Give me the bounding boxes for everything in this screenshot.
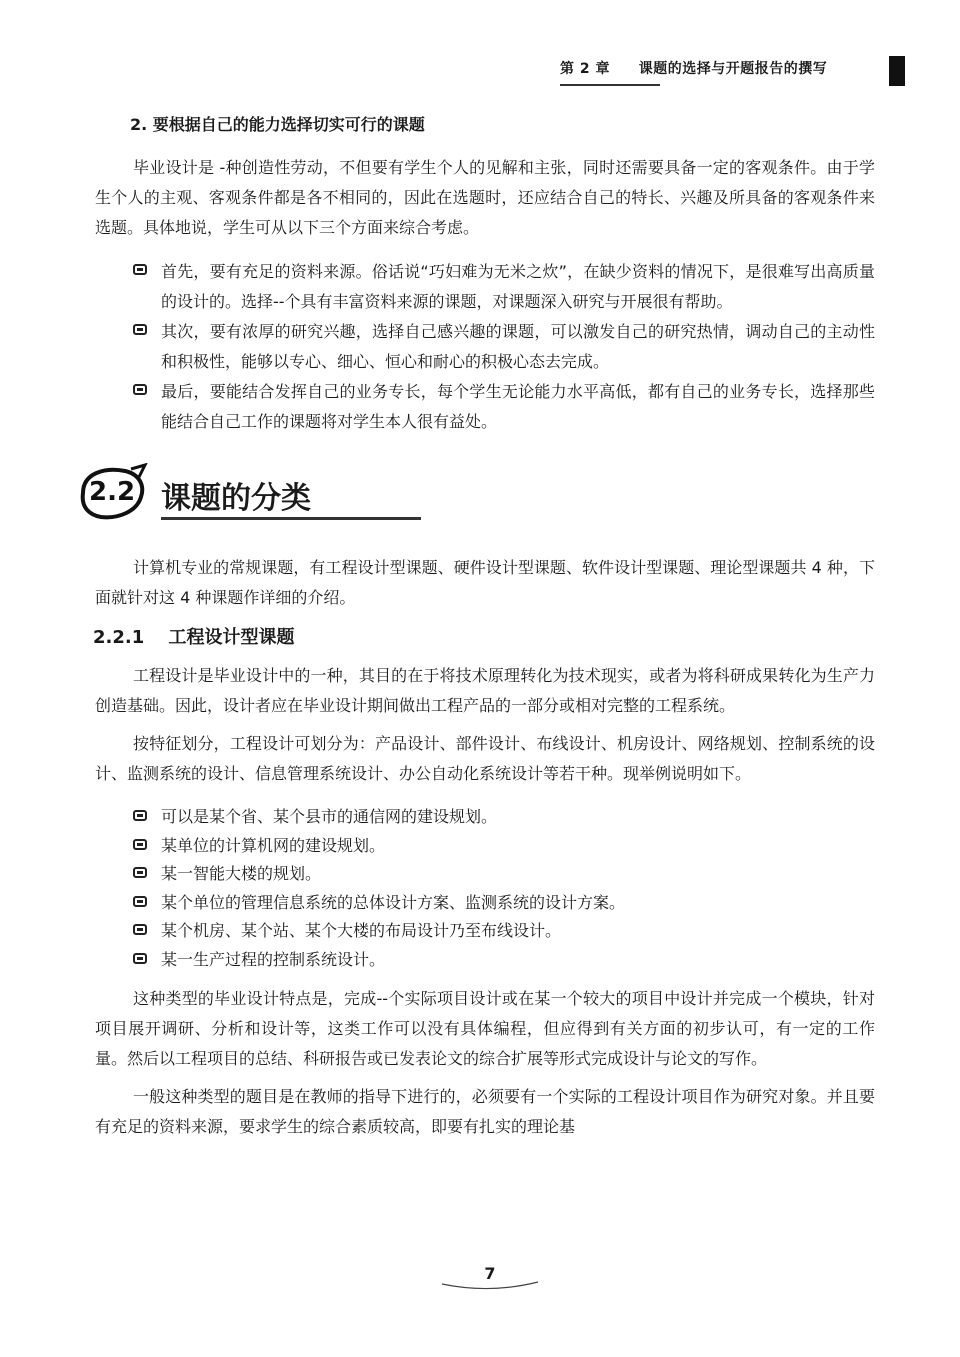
bullet-icon xyxy=(133,895,147,909)
header-chapter: 第 2 章 xyxy=(560,61,610,77)
section-title-rule xyxy=(161,517,421,520)
list-item-text: 其次，要有浓厚的研究兴趣，选择自己感兴趣的课题，可以激发自己的研究热情，调动自己的主动性和积极性，能够以专心、细心、恒心和耐心的积极心态去完成。 xyxy=(161,322,875,371)
bullet-icon xyxy=(133,838,147,852)
section-number: 2.2 xyxy=(89,477,136,507)
header-underline xyxy=(560,84,660,86)
subsection-heading-2-2-1 xyxy=(93,623,875,649)
bullet-icon xyxy=(133,952,147,966)
list-item xyxy=(133,377,875,437)
list-item-text: 某个单位的管理信息系统的总体设计方案、监测系统的设计方案。 xyxy=(161,892,626,912)
list-item-text: 首先，要有充足的资料来源。俗话说“巧妇难为无米之炊”，在缺少资料的情况下，是很难写出高质量的设计的。选择--个具有丰富资料来源的课题，对课题深入研究与开展很有帮助。 xyxy=(161,262,875,311)
subsection-number: 2.2.1 xyxy=(93,627,145,648)
list-item-text: 某单位的计算机网的建设规划。 xyxy=(161,835,386,855)
list-item-text: 某一智能大楼的规划。 xyxy=(161,864,322,883)
running-header xyxy=(560,58,860,82)
page-number: 7 xyxy=(484,1264,496,1283)
subsection-heading: 2. 要根据自己的能力选择切实可行的课题 xyxy=(130,115,425,134)
list-item-text: 最后，要能结合发挥自己的业务专长，每个学生无论能力水平高低，都有自己的业务专长，选择那些能结合自己工作的课题将对学生本人很有益处。 xyxy=(161,382,875,431)
section-heading-2-2 xyxy=(75,463,875,533)
list-item xyxy=(133,889,875,918)
body-paragraph: 一般这种类型的题目是在教师的指导下进行的，必须要有一个实际的工程设计项目作为研究对象。并且要有充足的资料来源，要求学生的综合素质较高，即要有扎实的理论基 xyxy=(95,1087,875,1136)
list-item-text: 某个机房、某个站、某个大楼的布局设计乃至布线设计。 xyxy=(161,921,562,940)
bullet-list xyxy=(133,257,875,437)
page-content xyxy=(89,112,875,1150)
bullet-icon xyxy=(133,383,147,397)
list-item-text: 可以是某个省、某个县市的通信网的建设规划。 xyxy=(161,807,498,826)
body-paragraph: 这种类型的毕业设计特点是，完成--个实际项目设计或在某一个较大的项目中设计并完成一个模块，针对项目展开调研、分析和设计等，这类工作可以没有具体编程，但应得到有关方面的初步认可，有一定的工作量。然后以工程项目的总结、科研报告或已发表论文的综合扩展等形式完成设计与论文的写作。 xyxy=(95,989,875,1068)
list-item xyxy=(133,317,875,377)
body-paragraph: 按特征划分，工程设计可划分为：产品设计、部件设计、布线设计、机房设计、网络规划、控制系统的设计、监测系统的设计、信息管理系统设计、办公自动化系统设计等若干种。现举例说明如下。 xyxy=(95,734,875,783)
list-item xyxy=(133,860,875,889)
bullet-icon xyxy=(133,866,147,880)
list-item-text: 某一生产过程的控制系统设计。 xyxy=(161,949,386,969)
list-item xyxy=(133,257,875,317)
body-paragraph: 毕业设计是 -种创造性劳动，不但要有学生个人的见解和主张，同时还需要具备一定的客观条件。由于学生个人的主观、客观条件都是各不相同的，因此在选题时，还应结合自己的特长、兴趣及所具备的客观条件来选题。具体地说，学生可从以下三个方面来综合考虑。 xyxy=(95,158,875,237)
list-item xyxy=(133,917,875,946)
body-paragraph: 工程设计是毕业设计中的一种，其目的在于将技术原理转化为技术现实，或者为将科研成果转化为生产力创造基础。因此，设计者应在毕业设计期间做出工程产品的一部分或相对完整的工程系统。 xyxy=(95,666,875,715)
header-title: 课题的选择与开题报告的撰写 xyxy=(638,61,828,77)
subsection-title: 工程设计型课题 xyxy=(168,627,295,648)
example-list xyxy=(133,803,875,974)
list-item xyxy=(133,803,875,832)
section-intro: 计算机专业的常规课题，有工程设计型课题、硬件设计型课题、软件设计型课题、理论型课题共 4 种，下面就针对这 4 种课题作详细的介绍。 xyxy=(95,558,875,607)
bullet-icon xyxy=(133,923,147,937)
section-title: 课题的分类 xyxy=(161,481,311,516)
header-edge-mark xyxy=(889,56,905,86)
bullet-icon xyxy=(133,809,147,823)
bullet-icon xyxy=(133,263,147,277)
list-item xyxy=(133,946,875,975)
list-item xyxy=(133,832,875,861)
bullet-icon xyxy=(133,323,147,337)
page-number-flourish xyxy=(440,1280,540,1292)
